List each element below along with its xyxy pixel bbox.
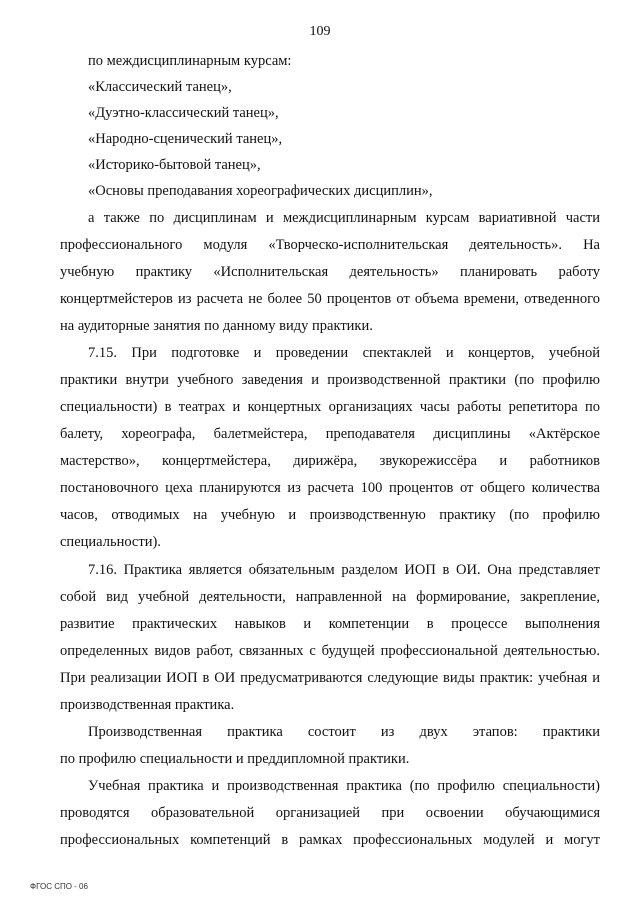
para3-line: определенных видов работ, связанных с будущей профессиональной деятельностью. — [60, 643, 600, 659]
footer-label: ФГОС СПО - 06 — [30, 882, 88, 891]
para5-line: Учебная практика и производственная практика (по профилю специальности) — [88, 778, 600, 794]
para1-line: концертмейстеров из расчета не более 50 процентов от объема времени, отведенного — [60, 291, 600, 307]
para2-line: специальности). — [60, 534, 161, 550]
para2-line: практики внутри учебного заведения и производственной практики (по профилю — [60, 372, 600, 388]
para3-line: развитие практических навыков и компетенции в процессе выполнения — [60, 616, 600, 632]
para3-line: производственная практика. — [60, 697, 235, 713]
course-item: «Народно-сценический танец», — [88, 131, 283, 147]
para2-line: 7.15. При подготовке и проведении спектаклей и концертов, учебной — [88, 345, 600, 361]
para2-line: часов, отводимых на учебную и производственную практику (по профилю — [60, 507, 600, 523]
para3-line: собой вид учебной деятельности, направленной на формирование, закрепление, — [60, 589, 600, 605]
course-item: «Дуэтно-классический танец», — [88, 105, 279, 121]
para1-line: учебную практику «Исполнительская деятельность» планировать работу — [60, 264, 600, 280]
para5-line: профессиональных компетенций в рамках профессиональных модулей и могут — [60, 832, 600, 848]
course-item: «Историко-бытовой танец», — [88, 157, 261, 173]
para3-line: 7.16. Практика является обязательным разделом ИОП в ОИ. Она представляет — [88, 562, 600, 578]
intro-line: по междисциплинарным курсам: — [88, 53, 292, 69]
para1-line: а также по дисциплинам и междисциплинарным курсам вариативной части — [88, 210, 600, 226]
para2-line: постановочного цеха планируются из расчета 100 процентов от общего количества — [60, 480, 600, 496]
course-item: «Классический танец», — [88, 79, 232, 95]
page-number: 109 — [309, 24, 331, 39]
para2-line: специальности) в театрах и концертных организациях часы работы репетитора по — [60, 399, 600, 415]
course-item: «Основы преподавания хореографических дисциплин», — [88, 183, 433, 199]
para5-line: проводятся образовательной организацией при освоении обучающимися — [60, 805, 600, 821]
para1-line: профессионального модуля «Творческо-исполнительская деятельность». На — [60, 237, 600, 253]
para4-line: по профилю специальности и преддипломной практики. — [60, 751, 410, 767]
para4-line: Производственная практика состоит из двух этапов: практики — [88, 724, 600, 740]
para3-line: При реализации ИОП в ОИ предусматриваются следующие виды практик: учебная и — [60, 670, 600, 686]
para1-line: на аудиторные занятия по данному виду практики. — [60, 318, 373, 334]
para2-line: балету, хореографа, балетмейстера, преподавателя дисциплины «Актёрское — [60, 426, 600, 442]
para2-line: мастерство», концертмейстера, дирижёра, звукорежиссёра и работников — [60, 453, 600, 469]
